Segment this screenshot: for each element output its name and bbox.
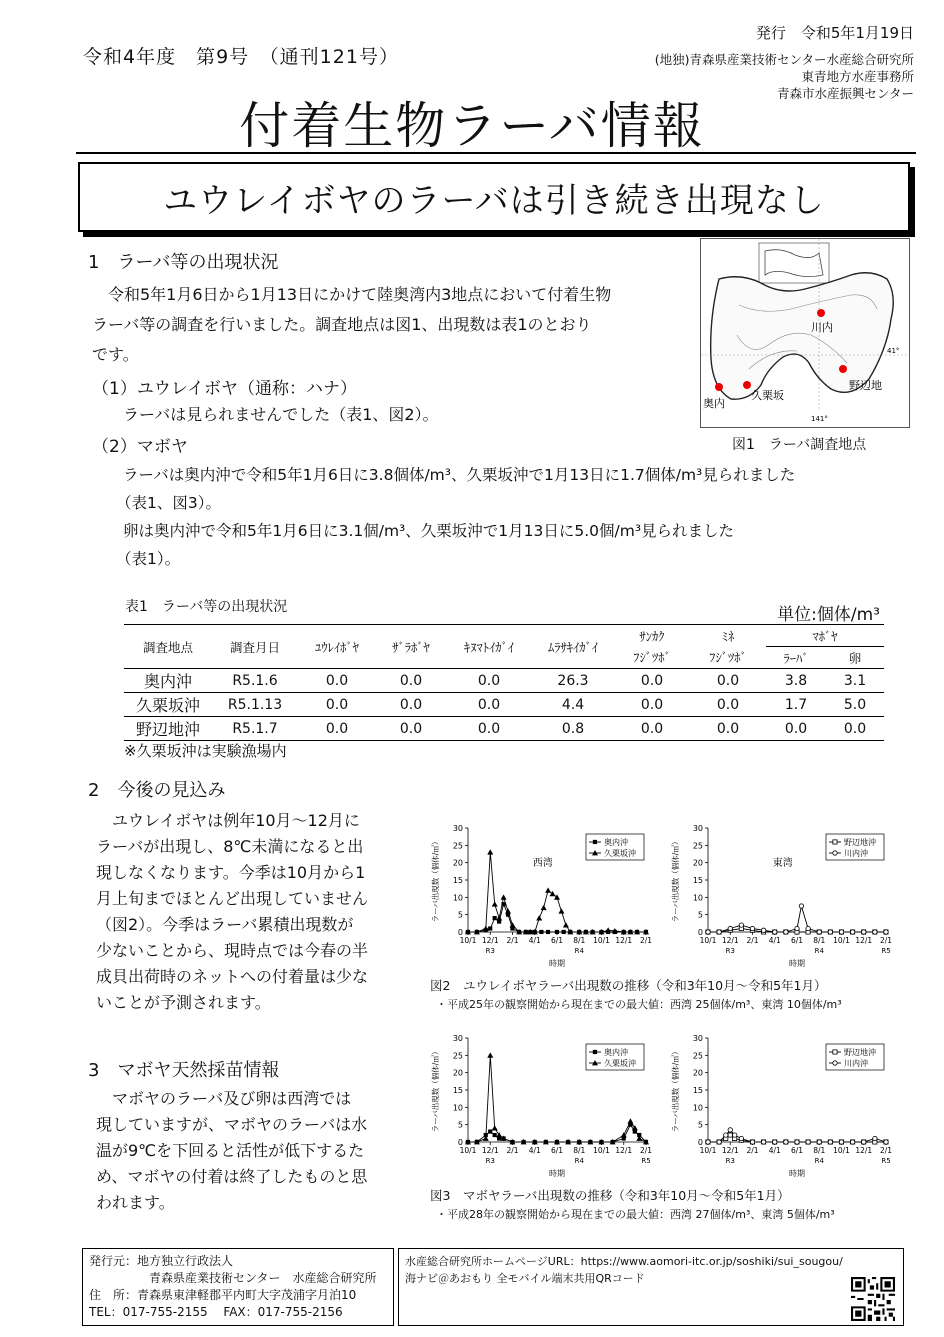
y-tick-label: 20 xyxy=(692,858,703,868)
fig3-note: ・平成28年の観察開始から現在までの最大値：西湾 27個体/m³、東湾 5個体/m³ xyxy=(436,1208,835,1221)
year-label: R4 xyxy=(574,1157,584,1165)
data-point xyxy=(728,1133,732,1137)
data-point xyxy=(873,1136,877,1140)
fig2-caption: 図2 ユウレイボヤラーバ出現数の推移（令和3年10月～令和5年1月） xyxy=(430,978,827,993)
row1-v1: 0.0 xyxy=(298,669,376,693)
data-point xyxy=(817,930,821,934)
data-point xyxy=(806,1140,810,1144)
x-tick-label: 8/1 xyxy=(573,1146,586,1155)
year-label: R3 xyxy=(725,947,735,955)
section2-title: 2 今後の見込み xyxy=(88,780,226,801)
table-unit: 単位:個体/m³ xyxy=(777,605,880,625)
y-tick-label: 20 xyxy=(692,1068,703,1078)
x-tick-label: 2/1 xyxy=(746,936,759,945)
section3-line-2: 現していますが、マボヤのラーバは水 xyxy=(96,1115,368,1134)
data-point xyxy=(773,1140,777,1144)
y-tick-label: 15 xyxy=(692,876,703,885)
th-zaraboya: ｻﾞﾗﾎﾞﾔ xyxy=(376,625,446,669)
data-point xyxy=(496,1132,502,1137)
y-axis-label: ラーバ出現数（個体/㎥） xyxy=(671,837,680,923)
x-tick-label: 8/1 xyxy=(573,936,586,945)
row3-v7: 0.0 xyxy=(766,717,826,741)
data-point xyxy=(750,1140,754,1144)
th-murasakiigai: ﾑﾗｻｷｲｶﾞｲ xyxy=(532,625,614,669)
data-point xyxy=(536,915,542,920)
data-point xyxy=(717,1140,721,1144)
sub1-title: （1）ユウレイボヤ（通称：ハナ） xyxy=(92,379,357,399)
data-point xyxy=(706,1140,710,1144)
legend-label: 野辺地沖 xyxy=(844,838,876,847)
y-tick-label: 15 xyxy=(452,1086,463,1095)
fig2-east-chart xyxy=(664,820,900,972)
section3-title: 3 マボヤ天然採苗情報 xyxy=(88,1060,280,1081)
row1-v3: 0.0 xyxy=(446,669,532,693)
th-sankaku: ｻﾝｶｸ xyxy=(614,625,690,647)
row2-v5: 0.0 xyxy=(614,693,690,717)
survey-map xyxy=(700,238,910,428)
data-point xyxy=(761,928,765,932)
sub2-title: （2）マボヤ xyxy=(92,437,188,457)
results-table xyxy=(124,624,884,741)
legend-marker xyxy=(833,851,837,855)
site-kuribayashi-marker xyxy=(743,381,751,389)
y-axis-label: ラーバ出現数（個体/㎥） xyxy=(431,1047,440,1133)
section2-line-5: （図2）。今季はラーバ累積出現数が xyxy=(96,915,354,934)
data-point xyxy=(817,1140,821,1144)
site-nohechi-marker xyxy=(839,365,847,373)
row2-v3: 0.0 xyxy=(446,693,532,717)
data-point xyxy=(750,926,754,930)
row1-date: R5.1.6 xyxy=(212,669,298,693)
year-label: R4 xyxy=(814,1157,824,1165)
x-tick-label: 12/1 xyxy=(721,1146,739,1155)
section2-line-4: 月上旬までほとんど出現していません xyxy=(96,889,369,908)
row2-v6: 0.0 xyxy=(690,693,766,717)
data-point xyxy=(492,901,498,906)
data-point xyxy=(562,930,566,934)
year-label: R3 xyxy=(485,947,495,955)
row3-v3: 0.0 xyxy=(446,717,532,741)
data-point xyxy=(563,922,569,927)
x-tick-label: 12/1 xyxy=(615,1146,633,1155)
y-tick-label: 15 xyxy=(452,876,463,885)
year-label: R5 xyxy=(881,947,891,955)
footer-pub-2: 青森県産業技術センター 水産総合研究所 xyxy=(89,1271,377,1285)
y-tick-label: 30 xyxy=(452,824,463,833)
x-tick-label: 10/1 xyxy=(593,1146,610,1155)
data-point xyxy=(828,930,832,934)
x-tick-label: 12/1 xyxy=(615,936,633,945)
row3-v1: 0.0 xyxy=(298,717,376,741)
row3-v4: 0.8 xyxy=(532,717,614,741)
year-label: R3 xyxy=(725,1157,735,1165)
fig3-caption: 図3 マボヤラーバ出現数の推移（令和3年10月～令和5年1月） xyxy=(430,1188,790,1203)
data-point xyxy=(733,1133,737,1137)
sub2-text-2: （表1、図3）。 xyxy=(116,494,221,512)
data-point xyxy=(501,894,507,899)
qr-caption: 海ナビ＠あおもり 全モバイル端末共用QRコード xyxy=(405,1272,645,1285)
data-point xyxy=(784,1140,788,1144)
header-rule xyxy=(76,152,916,154)
data-point xyxy=(488,1129,492,1133)
y-tick-label: 5 xyxy=(697,1120,703,1130)
sub2-text-3: 卵は奥内沖で令和5年1月6日に3.1個/m³、久栗坂沖で1月13日に5.0個/m³見られました xyxy=(123,522,735,540)
section1-intro-2: ラーバ等の調査を行いました。調査地点は図1、出現数は表1のとおり xyxy=(92,315,592,334)
data-point xyxy=(739,923,743,927)
year-label: R5 xyxy=(881,1157,891,1165)
x-tick-label: 10/1 xyxy=(699,1146,717,1155)
x-tick-label: 2/1 xyxy=(879,1146,893,1155)
data-point xyxy=(539,930,543,934)
data-point xyxy=(493,916,497,920)
y-tick-label: 0 xyxy=(457,1138,463,1147)
legend-label: 奥内沖 xyxy=(604,1048,628,1057)
y-tick-label: 25 xyxy=(452,1051,463,1061)
section2-line-2: ラーバが出現し、8℃未満になると出 xyxy=(96,837,364,856)
x-axis-label: 時期 xyxy=(549,1169,565,1178)
y-tick-label: 25 xyxy=(692,841,703,851)
map-caption: 図1 ラーバ調査地点 xyxy=(732,437,867,453)
data-point xyxy=(795,1140,799,1144)
fig3-west-chart xyxy=(424,1030,660,1182)
row3-v5: 0.0 xyxy=(614,717,690,741)
x-tick-label: 2/1 xyxy=(879,936,893,945)
x-tick-label: 6/1 xyxy=(790,1146,804,1155)
y-tick-label: 15 xyxy=(692,1086,703,1095)
y-axis-label: ラーバ出現数（個体/㎥） xyxy=(431,837,440,923)
section1-intro-1: 令和5年1月6日から1月13日にかけて陸奥湾内3地点において付着生物 xyxy=(92,285,612,304)
th-mine: ﾐﾈ xyxy=(690,625,766,647)
footer-address: 住 所：青森県東津軽郡平内町大字茂浦字月泊10 xyxy=(89,1288,357,1302)
x-axis-label: 時期 xyxy=(789,959,805,968)
x-tick-label: 12/1 xyxy=(481,936,499,945)
th-maboya-larva: ﾗｰﾊﾞ xyxy=(783,650,809,666)
data-point xyxy=(627,1118,633,1123)
section2-line-8: いことが予測されます。 xyxy=(96,993,271,1012)
x-tick-label: 2/1 xyxy=(639,1146,653,1155)
th-maboya: ﾏﾎﾞﾔ xyxy=(766,625,884,647)
row2-v7: 1.7 xyxy=(766,693,826,717)
row2-v4: 4.4 xyxy=(532,693,614,717)
footer-phone: TEL：017-755-2155 FAX：017-755-2156 xyxy=(89,1305,343,1319)
legend-label: 川内沖 xyxy=(844,849,868,858)
legend-marker xyxy=(593,1050,597,1054)
row2-site: 久栗坂沖 xyxy=(124,693,212,717)
row1-v8: 3.1 xyxy=(826,669,884,693)
org-line-2: 東青地方水産事務所 xyxy=(801,69,914,84)
footer-links xyxy=(398,1248,904,1326)
y-axis-label: ラーバ出現数（個体/㎥） xyxy=(671,1047,680,1133)
chart-title: 西湾 xyxy=(532,858,553,869)
x-axis-label: 時期 xyxy=(789,1169,805,1178)
x-tick-label: 6/1 xyxy=(550,936,564,945)
row3-site: 野辺地沖 xyxy=(124,717,212,741)
year-label: R3 xyxy=(485,1157,495,1165)
legend-marker xyxy=(833,1061,837,1065)
data-point xyxy=(799,904,803,908)
data-point xyxy=(850,930,854,934)
x-tick-label: 12/1 xyxy=(721,936,739,945)
y-tick-label: 30 xyxy=(452,1034,463,1043)
y-tick-label: 10 xyxy=(692,1103,703,1113)
y-tick-label: 25 xyxy=(452,841,463,851)
sub2-text-1: ラーバは奥内沖で令和5年1月6日に3.8個体/m³、久栗坂沖で1月13日に1.7個体/m³見られました xyxy=(123,466,796,484)
section1-intro-3: です。 xyxy=(92,345,139,364)
th-maboya-egg: 卵 xyxy=(848,650,862,666)
x-tick-label: 4/1 xyxy=(528,1146,541,1155)
y-tick-label: 0 xyxy=(697,928,703,937)
org-line-3: 青森市水産振興センター xyxy=(776,86,914,101)
publish-date: 発行 令和5年1月19日 xyxy=(755,24,914,42)
row2-date: R5.1.13 xyxy=(212,693,298,717)
data-point xyxy=(761,1140,765,1144)
y-tick-label: 0 xyxy=(697,1138,703,1147)
data-point xyxy=(728,926,732,930)
footer-publisher xyxy=(82,1248,394,1326)
section2-line-1: ユウレイボヤは例年10月～12月に xyxy=(96,811,360,830)
x-tick-label: 10/1 xyxy=(833,1146,850,1155)
row3-v2: 0.0 xyxy=(376,717,446,741)
x-tick-label: 10/1 xyxy=(459,936,477,945)
th-kinumatoigai: ｷﾇﾏﾄｲｶﾞｲ xyxy=(446,625,532,669)
data-point xyxy=(839,1140,843,1144)
site-kuribayashi-label: 久栗坂 xyxy=(751,389,784,402)
legend-marker xyxy=(833,840,837,844)
fig2-note: ・平成25年の観察開始から現在までの最大値：西湾 25個体/m³、東湾 10個体/m³ xyxy=(436,998,842,1011)
data-point xyxy=(784,930,788,934)
y-tick-label: 30 xyxy=(692,1034,703,1043)
x-tick-label: 12/1 xyxy=(855,1146,873,1155)
x-tick-label: 2/1 xyxy=(506,1146,519,1155)
chart-title: 東湾 xyxy=(772,858,793,869)
data-point xyxy=(555,930,559,934)
year-label: R4 xyxy=(814,947,824,955)
legend-marker xyxy=(593,840,597,844)
data-point xyxy=(488,926,492,930)
sub2-text-4: （表1）。 xyxy=(116,550,181,568)
page-title: 付着生物ラーバ情報 xyxy=(239,97,705,155)
section2-line-7: 成貝出荷時のネットへの付着量は少な xyxy=(96,967,369,986)
y-tick-label: 5 xyxy=(457,1120,463,1130)
x-axis-label: 時期 xyxy=(549,959,565,968)
homepage-url[interactable]: 水産総合研究所ホームページURL：https://www.aomori-itc.or.jp/soshiki/sui_sougou/ xyxy=(405,1255,843,1268)
row1-v4: 26.3 xyxy=(532,669,614,693)
section3-line-5: われます。 xyxy=(96,1193,175,1212)
data-point xyxy=(724,1133,728,1137)
site-nohechi-label: 野辺地 xyxy=(849,379,882,392)
legend-label: 久栗坂沖 xyxy=(604,849,636,858)
data-point xyxy=(773,930,777,934)
data-point xyxy=(487,1052,493,1057)
th-site: 調査地点 xyxy=(124,625,212,669)
table-row xyxy=(124,717,884,741)
x-tick-label: 12/1 xyxy=(481,1146,499,1155)
site-okunai-marker xyxy=(715,383,723,391)
data-point xyxy=(862,930,866,934)
footer-pub-1: 発行元：地方独立行政法人 xyxy=(89,1254,234,1268)
th-date: 調査月日 xyxy=(212,625,298,669)
row1-v7: 3.8 xyxy=(766,669,826,693)
legend-label: 奥内沖 xyxy=(604,838,628,847)
headline-banner: ユウレイボヤのラーバは引き続き出現なし xyxy=(78,162,910,232)
row1-v2: 0.0 xyxy=(376,669,446,693)
row1-v6: 0.0 xyxy=(690,669,766,693)
section1-title: 1 ラーバ等の出現状況 xyxy=(88,252,279,273)
data-point xyxy=(546,930,550,934)
data-point xyxy=(850,1140,854,1144)
y-tick-label: 10 xyxy=(692,893,703,903)
th-fujitsubo-2: ﾌｼﾞﾂﾎﾞ xyxy=(709,650,747,666)
data-point xyxy=(828,1140,832,1144)
section2-line-3: 現しなくなります。今季は10月から1 xyxy=(96,863,366,882)
table-row xyxy=(124,693,884,717)
row2-v2: 0.0 xyxy=(376,693,446,717)
data-point xyxy=(493,1133,497,1137)
data-point xyxy=(839,930,843,934)
legend-label: 川内沖 xyxy=(844,1059,868,1068)
x-tick-label: 10/1 xyxy=(699,936,717,945)
y-tick-label: 0 xyxy=(457,928,463,937)
data-point xyxy=(795,926,799,930)
data-point xyxy=(558,908,564,913)
row3-v6: 0.0 xyxy=(690,717,766,741)
y-tick-label: 20 xyxy=(452,1068,463,1078)
data-point xyxy=(873,930,877,934)
table-caption: 表1 ラーバ等の出現状況 xyxy=(125,599,288,615)
data-point xyxy=(884,1140,888,1144)
data-point xyxy=(806,926,810,930)
x-tick-label: 8/1 xyxy=(813,936,826,945)
y-tick-label: 25 xyxy=(692,1051,703,1061)
data-point xyxy=(492,1125,498,1130)
qr-code-icon[interactable] xyxy=(851,1277,895,1321)
y-tick-label: 10 xyxy=(452,893,463,903)
map-svg xyxy=(701,239,909,427)
data-point xyxy=(739,1136,743,1140)
section2-line-6: 少ないことから、現時点では今春の半 xyxy=(96,941,369,960)
x-tick-label: 4/1 xyxy=(768,936,781,945)
x-tick-label: 6/1 xyxy=(550,1146,564,1155)
year-label: R5 xyxy=(641,1157,651,1165)
data-point xyxy=(862,1140,866,1144)
row1-site: 奥内沖 xyxy=(124,669,212,693)
th-yureiboya: ﾕｳﾚｲﾎﾞﾔ xyxy=(298,625,376,669)
x-tick-label: 10/1 xyxy=(593,936,610,945)
row1-v5: 0.0 xyxy=(614,669,690,693)
data-point xyxy=(706,930,710,934)
y-tick-label: 30 xyxy=(692,824,703,833)
year-label: R4 xyxy=(574,947,584,955)
row2-v8: 5.0 xyxy=(826,693,884,717)
data-point xyxy=(884,930,888,934)
x-tick-label: 4/1 xyxy=(768,1146,781,1155)
legend-label: 久栗坂沖 xyxy=(604,1059,636,1068)
row2-v1: 0.0 xyxy=(298,693,376,717)
lon-label: 141° xyxy=(811,415,828,423)
data-point xyxy=(545,887,551,892)
x-tick-label: 12/1 xyxy=(855,936,873,945)
org-line-1: (地独)青森県産業技術センター水産総合研究所 xyxy=(654,52,914,67)
y-tick-label: 10 xyxy=(452,1103,463,1113)
section3-line-4: め、マボヤの付着は終了したものと思 xyxy=(96,1167,368,1186)
lat-label: 41° xyxy=(887,347,900,355)
y-tick-label: 5 xyxy=(697,910,703,920)
x-tick-label: 10/1 xyxy=(459,1146,477,1155)
x-tick-label: 2/1 xyxy=(506,936,519,945)
site-kawauchi-marker xyxy=(817,309,825,317)
row3-date: R5.1.7 xyxy=(212,717,298,741)
x-tick-label: 6/1 xyxy=(790,936,804,945)
data-point xyxy=(541,905,547,910)
site-okunai-label: 奥内 xyxy=(703,397,725,410)
y-tick-label: 20 xyxy=(452,858,463,868)
issue-number: 令和4年度 第9号 （通刊121号） xyxy=(83,46,399,68)
x-tick-label: 10/1 xyxy=(833,936,850,945)
sub1-text: ラーバは見られませんでした（表1、図2）。 xyxy=(123,405,439,424)
th-fujitsubo-1: ﾌｼﾞﾂﾎﾞ xyxy=(633,650,671,666)
section3-line-3: 温が9℃を下回ると活性が低下するた xyxy=(96,1141,365,1160)
x-tick-label: 2/1 xyxy=(746,1146,759,1155)
data-point xyxy=(728,1128,732,1132)
table-row xyxy=(124,669,884,693)
fig3-east-chart xyxy=(664,1030,900,1182)
table-note: ※久栗坂沖は実験漁場内 xyxy=(124,742,287,760)
x-tick-label: 8/1 xyxy=(813,1146,826,1155)
data-point xyxy=(717,930,721,934)
data-point xyxy=(496,915,502,920)
legend-marker xyxy=(833,1050,837,1054)
x-tick-label: 2/1 xyxy=(639,936,653,945)
data-point xyxy=(487,849,493,854)
x-tick-label: 4/1 xyxy=(528,936,541,945)
legend-label: 野辺地沖 xyxy=(844,1048,876,1057)
fig2-west-chart xyxy=(424,820,660,972)
y-tick-label: 5 xyxy=(457,910,463,920)
row3-v8: 0.0 xyxy=(826,717,884,741)
section3-line-1: マボヤのラーバ及び卵は西湾では xyxy=(96,1089,352,1108)
site-kawauchi-label: 川内 xyxy=(811,321,833,334)
